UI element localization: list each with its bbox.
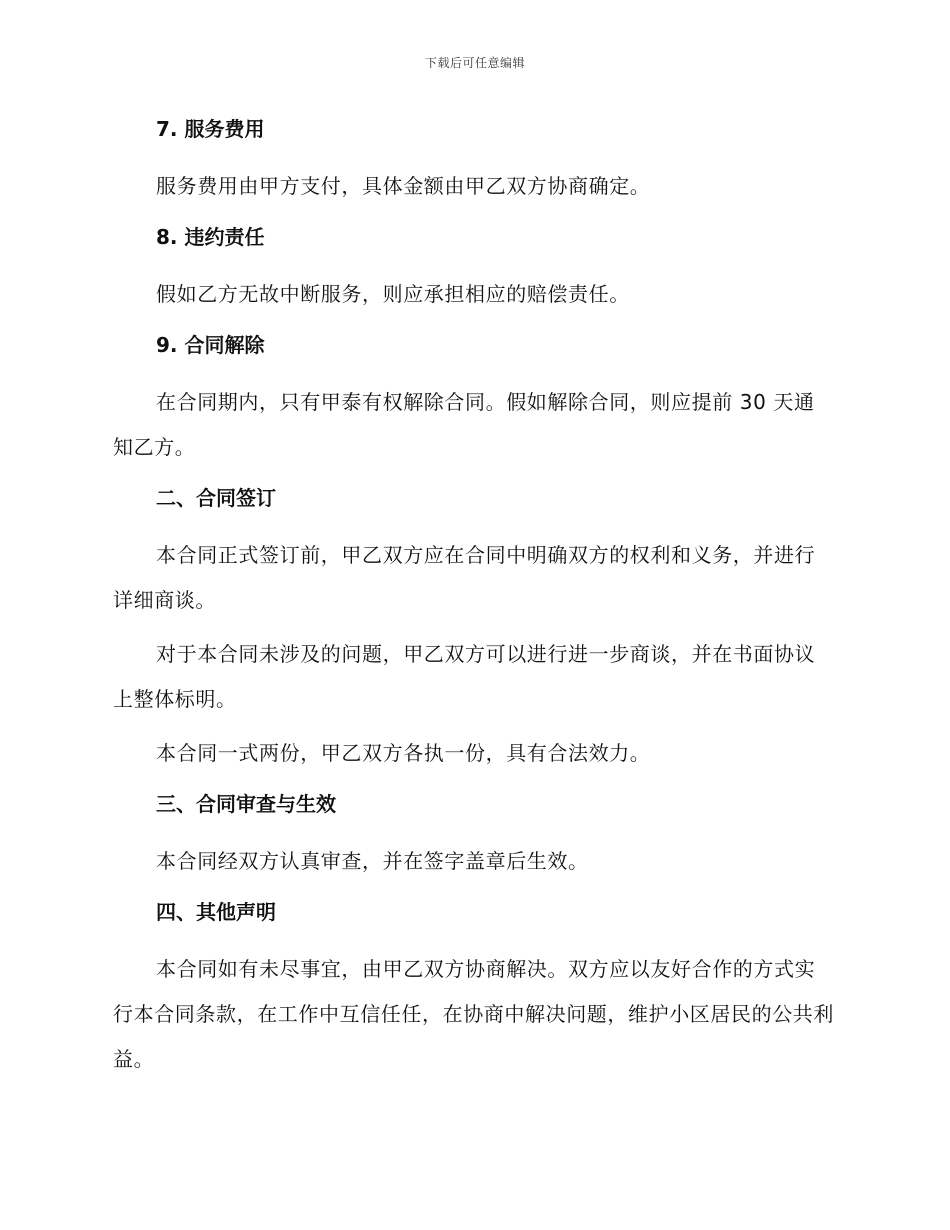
section-heading-termination: 9. 合同解除	[156, 333, 265, 357]
paragraph-signing-1: 本合同正式签订前，甲乙双方应在合同中明确双方的权利和义务，并进行详细商谈。	[113, 543, 816, 612]
paragraph-signing-2: 对于本合同未涉及的问题，甲乙双方可以进行进一步商谈，并在书面协议上整体标明。	[113, 642, 816, 711]
section-heading-signing: 二、合同签订	[156, 486, 276, 510]
header-note: 下载后可任意编辑	[424, 56, 525, 70]
section-heading-breach: 8. 违约责任	[156, 225, 265, 249]
section-heading-other: 四、其他声明	[156, 900, 276, 924]
paragraph-breach: 假如乙方无故中断服务，则应承担相应的赔偿责任。	[156, 282, 630, 306]
paragraph-review: 本合同经双方认真审查，并在签字盖章后生效。	[156, 849, 589, 873]
section-heading-service-fee: 7. 服务费用	[156, 117, 265, 141]
section-heading-review: 三、合同审查与生效	[156, 792, 336, 816]
document-body	[113, 110, 835, 1091]
paragraph-termination: 在合同期内，只有甲泰有权解除合同。假如解除合同，则应提前 30 天通知乙方。	[113, 390, 815, 459]
paragraph-other: 本合同如有未尽事宜，由甲乙双方协商解决。双方应以友好合作的方式实行本合同条款，在工作中互信任任，在协商中解决问题，维护小区居民的公共利益。	[113, 957, 834, 1071]
paragraph-service-fee: 服务费用由甲方支付，具体金额由甲乙双方协商确定。	[156, 174, 651, 198]
paragraph-signing-3: 本合同一式两份，甲乙双方各执一份，具有合法效力。	[156, 741, 651, 765]
